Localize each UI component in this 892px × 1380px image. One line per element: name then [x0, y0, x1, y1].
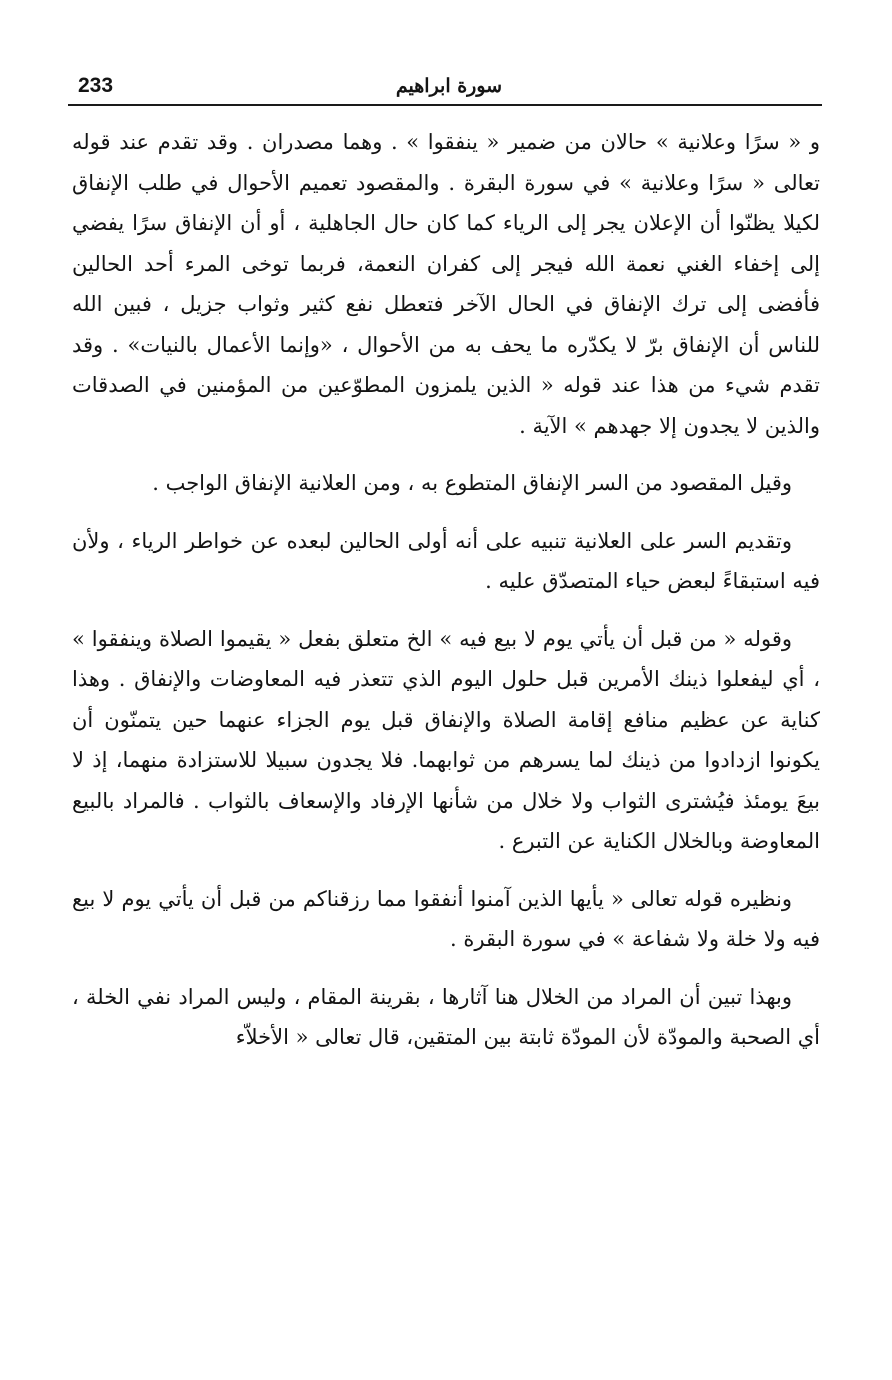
page-header	[78, 70, 820, 104]
header-divider	[68, 104, 822, 106]
paragraph: و « سرًا وعلانية » حالان من ضمير « ينفقوا » . وهما مصدران . وقد تقدم عند قوله تعالى « سرًا وعلانية » في سورة البقرة . والمقصود تعميم الأحوال في طلب الإنفاق لكيلا يظنّوا أن الإعلان يجر إلى الرياء كما كان حال الجاهلية ، أو أن الإنفاق سرًا يفضي إلى إخفاء الغني نعمة الله فيجر إلى كفران النعمة، فربما توخى المرء أحد الحالين فأفضى إلى ترك الإنفاق في الحال الآخر فتعطل نفع كثير وثواب جزيل ، فبين الله للناس أن الإنفاق برّ لا يكدّره ما يحف به من الأحوال ، «وإنما الأعمال بالنيات» . وقد تقدم شيء من هذا عند قوله « الذين يلمزون المطوّعين من المؤمنين في الصدقات والذين لا يجدون إلا جهدهم » الآية .	[72, 130, 820, 438]
paragraph: وتقديم السر على العلانية تنبيه على أنه أولى الحالين لبعده عن خواطر الرياء ، ولأن فيه استبقاءً لبعض حياء المتصدّق عليه .	[72, 528, 820, 593]
paragraph: ونظيره قوله تعالى « يأيها الذين آمنوا أنفقوا مما رزقناكم من قبل أن يأتي يوم لا بيع فيه ولا خلة ولا شفاعة » في سورة البقرة .	[72, 886, 820, 951]
paragraph: وبهذا تبين أن المراد من الخلال هنا آثارها ، بقرينة المقام ، وليس المراد نفي الخلة ، أي الصحبة والمودّة لأن المودّة ثابتة بين المتقين، قال تعالى « الأخلاّء	[72, 984, 820, 1049]
page-body	[72, 122, 820, 1058]
running-title: سورة ابراهيم	[395, 75, 503, 97]
paragraph: وقيل المقصود من السر الإنفاق المتطوع به ، ومن العلانية الإنفاق الواجب .	[152, 471, 792, 495]
paragraph: وقوله « من قبل أن يأتي يوم لا بيع فيه » الخ متعلق بفعل « يقيموا الصلاة وينفقوا » ، أي ليفعلوا ذينك الأمرين قبل حلول اليوم الذي تتعذر فيه المعاوضات والإنفاق . وهذا كناية عن عظيم منافع إقامة الصلاة والإنفاق قبل يوم الجزاء عنهما حين يتمنّون أن يكونوا ازدادوا من ذينك لما يسرهم من ثوابهما. فلا يجدون سبيلا للاستزادة منهما، إذ لا بيعَ يومئذ فيُشترى الثواب ولا خلال من شأنها الإرفاد والإسعاف بالثواب . فالمراد بالبيع المعاوضة وبالخلال الكناية عن التبرع .	[72, 626, 820, 853]
page-number: 233	[78, 74, 114, 97]
